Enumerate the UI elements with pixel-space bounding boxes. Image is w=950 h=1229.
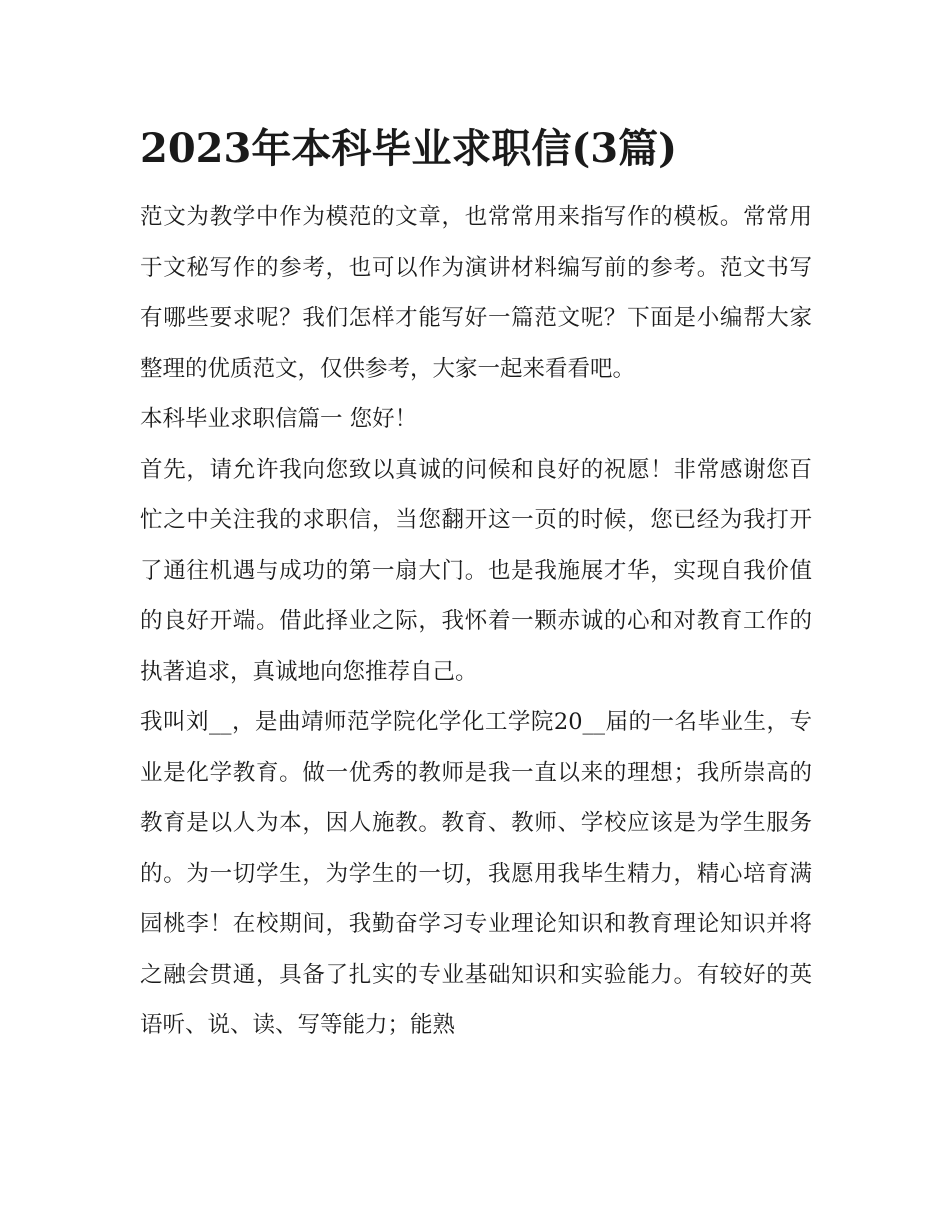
document-title: 2023年本科毕业求职信(3篇) [140,125,678,172]
intro-paragraph: 范文为教学中作为模范的文章，也常常用来指写作的模板。常常用于文秘写作的参考，也可以作为演讲材料编写前的参考。范文书写有哪些要求呢？我们怎样才能写好一篇范文呢？下面是小编帮大家整理的优质范文，仅供参考，大家一起来看看吧。 [140,204,812,382]
letter-self-introduction-paragraph: 我叫刘__，是曲靖师范学院化学化工学院20__届的一名毕业生，专业是化学教育。做一优秀的教师是我一直以来的理想；我所崇高的教育是以人为本，因人施教。教育、教师、学校应该是为学生服务的。为一切学生，为学生的一切，我愿用我毕生精力，精心培育满园桃李！在校期间，我勤奋学习专业理论知识和教育理论知识并将之融会贯通，具备了扎实的专业基础知识和实验能力。有较好的英语听、说、读、写等能力；能熟 [140,709,812,1038]
letter-heading-greeting: 本科毕业求职信篇一 您好！ [140,406,418,432]
letter-opening-paragraph: 首先，请允许我向您致以真诚的问候和良好的祝愿！非常感谢您百忙之中关注我的求职信，当您翻开这一页的时候，您已经为我打开了通往机遇与成功的第一扇大门。也是我施展才华，实现自我价值的良好开端。借此择业之际，我怀着一颗赤诚的心和对教育工作的执著追求，真诚地向您推荐自己。 [140,456,812,685]
document-page [140,118,812,1051]
